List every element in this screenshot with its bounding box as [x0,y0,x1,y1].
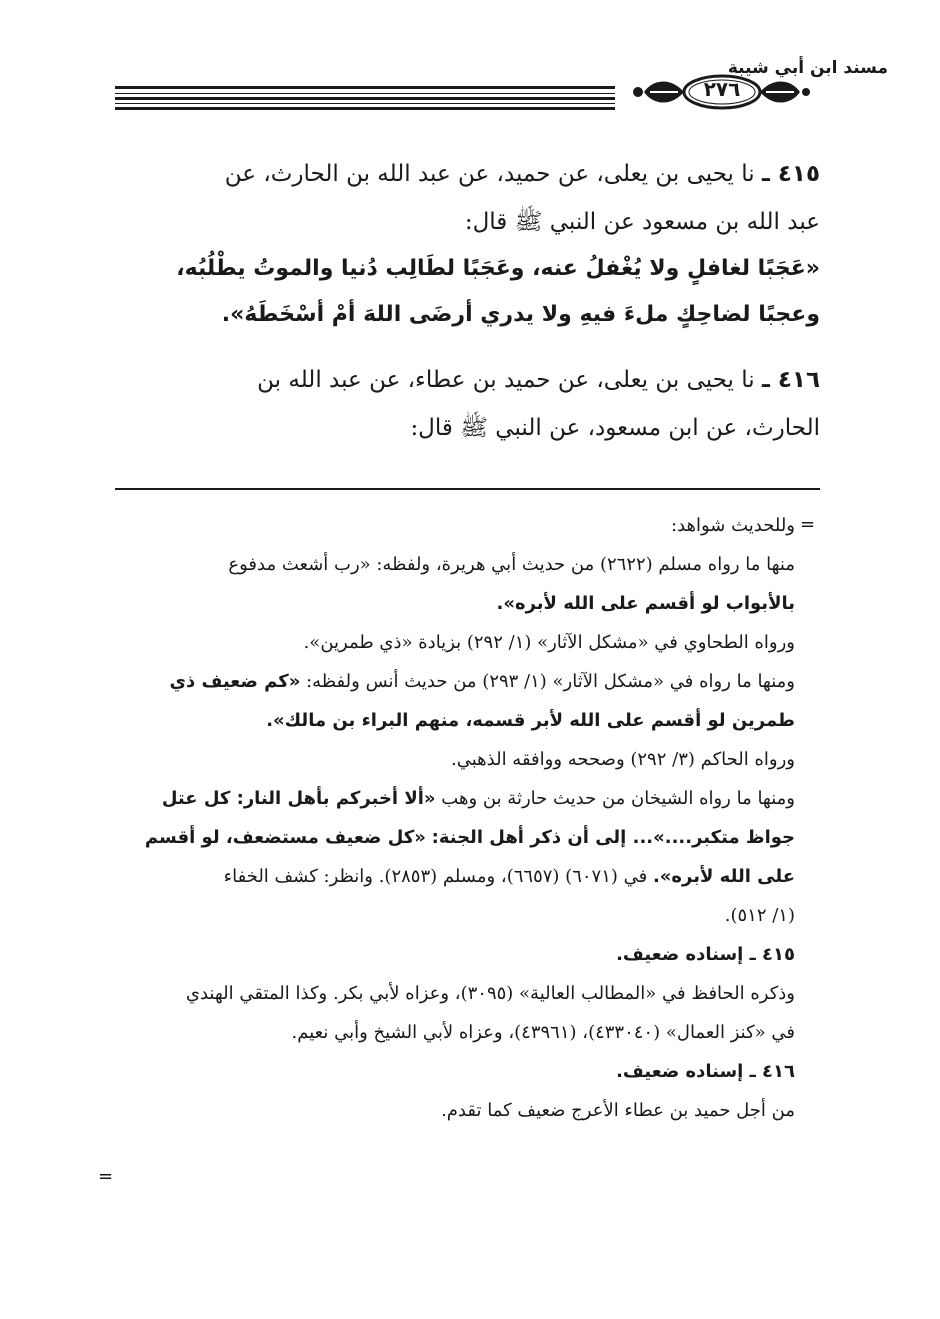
footnote-separator [115,488,820,490]
hadith-quote-line-1: «عَجَبًا لغافلٍ ولا يُغْفلُ عنه، وعَجَبًا لطَالِب دُنيا والموتُ يطْلُبُه، [176,256,820,281]
footnote-line: ورواه الطحاوي في «مشكل الآثار» (١/ ٢٩٢) بزيادة «ذي طمرين». [303,632,795,653]
footnote-line: منها ما رواه مسلم (٢٦٢٢) من حديث أبي هريرة، ولفظه: «رب أشعث مدفوع [228,554,795,575]
footnote-line: ورواه الحاكم (٣/ ٢٩٢) وصححه ووافقه الذهبي. [451,749,795,770]
end-mark: = [98,1166,114,1187]
footnote-line: وللحديث شواهد: [671,515,795,536]
footnote-line: (١/ ٥١٢). [724,905,795,926]
hadith-415-line-2: عبد الله بن مسعود عن النبي ﷺ قال: [464,209,820,235]
hadith-number: ٤١٥ ـ [762,161,820,187]
footnote-line: ومنها ما رواه في «مشكل الآثار» (١/ ٢٩٣) من حديث أنس ولفظه: «كم ضعيف ذي [169,671,795,692]
header-rule [115,103,615,104]
hadith-415-line-1: ٤١٥ ـ نا يحيى بن يعلى، عن حميد، عن عبد الله بن الحارث، عن [224,161,820,187]
page-number: ٢٧٦ [703,77,741,101]
footnote-line: وذكره الحافظ في «المطالب العالية» (٣٠٩٥)، وعزاه لأبي بكر. وكذا المتقي الهندي [185,983,795,1004]
footnote-line: جواظ متكبر....»... إلى أن ذكر أهل الجنة: «كل ضعيف مستضعف، لو أقسم [144,827,795,848]
hadith-416-line-2: الحارث، عن ابن مسعود، عن النبي ﷺ قال: [410,415,820,441]
footnote-line: ومنها ما رواه الشيخان من حديث حارثة بن وهب «ألا أخبركم بأهل النار: كل عتل [161,788,795,809]
running-title: مسند ابن أبي شيبة [727,58,888,78]
header-rule [115,86,615,89]
main-text [110,150,820,452]
footnote-line: من أجل حميد بن عطاء الأعرج ضعيف كما تقدم. [441,1100,795,1121]
header-rule [115,107,615,110]
footnote-line: طمرين لو أقسم على الله لأبر قسمه، منهم البراء بن مالك». [266,710,795,731]
continuation-mark: = [800,514,816,535]
footnote-line: في «كنز العمال» (٤٣٣٠٤٠)، (٤٣٩٦١)، وعزاه لأبي الشيخ وأبي نعيم. [291,1022,795,1043]
hadith-number: ٤١٦ ـ [762,367,820,393]
footnote-heading: ٤١٦ ـ إسناده ضعيف. [616,1061,795,1082]
footnotes [110,506,795,1130]
hadith-416-line-1: ٤١٦ ـ نا يحيى بن يعلى، عن حميد بن عطاء، عن عبد الله بن [257,367,820,393]
header-rule [115,97,615,100]
footnote-heading: ٤١٥ ـ إسناده ضعيف. [616,944,795,965]
footnote-line: بالأبواب لو أقسم على الله لأبره». [496,593,795,614]
hadith-quote-line-2: وعجبًا لضاحِكٍ ملءَ فيهِ ولا يدري أرضَى اللهَ أمْ أسْخَطَهُ». [221,302,820,327]
header-rule [115,93,615,94]
footnote-line: على الله لأبره». في (٦٠٧١) (٦٦٥٧)، ومسلم (٢٨٥٣). وانظر: كشف الخفاء [223,866,795,887]
